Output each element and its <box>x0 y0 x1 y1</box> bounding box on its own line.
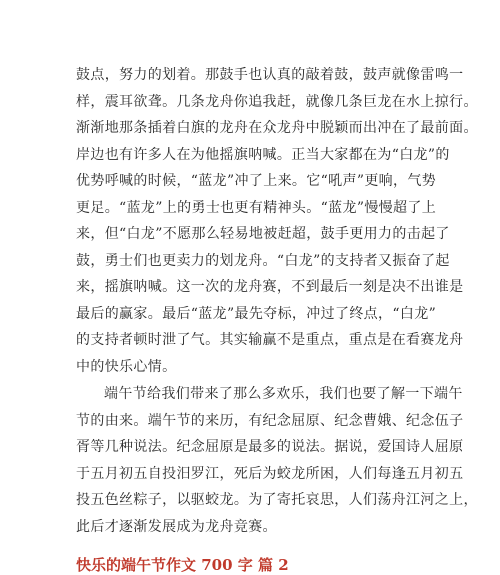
body-paragraph-boat-race <box>76 62 478 380</box>
body-paragraph-festival-origin <box>76 381 478 540</box>
paragraph-line: 胥等几种说法。纪念屈原是最多的说法。据说，爱国诗人屈原 <box>76 439 464 455</box>
paragraph-line: 鼓点，努力的划着。那鼓手也认真的敲着鼓，鼓声就像雷鸣一 <box>76 67 464 83</box>
paragraph-line: 来，摇旗呐喊。这一次的龙舟赛，不到最后一刻是决不出谁是 <box>76 279 464 295</box>
paragraph-line: 样，震耳欲聋。几条龙舟你追我赶，就像几条巨龙在水上掠行。 <box>76 93 478 110</box>
paragraph-line: 渐渐地那条插着白旗的龙舟在众龙舟中脱颖而出冲在了最前面。 <box>76 120 478 136</box>
paragraph-line: 此后才逐渐发展成为龙舟竞赛。 <box>76 518 277 535</box>
paragraph-line: 的支持者顿时泄了气。其实输赢不是重点，重点是在看赛龙舟 <box>76 332 464 348</box>
paragraph-line: 优势呼喊的时候，“蓝龙”冲了上来。它“吼声”更响，气势 <box>76 173 437 189</box>
paragraph-line: 中的快乐心情。 <box>76 358 177 375</box>
paragraph-line: 端午节给我们带来了那么多欢乐，我们也要了解一下端午 <box>104 386 463 402</box>
paragraph-line: 投五色丝粽子，以驱蛟龙。为了寄托哀思，人们荡舟江河之上， <box>76 492 478 508</box>
paragraph-line: 于五月初五自投汨罗江，死后为蛟龙所困，人们每逢五月初五 <box>76 465 464 482</box>
paragraph-line: 来，但“白龙”不愿那么轻易地被赶超，鼓手更用力的击起了 <box>76 226 450 242</box>
paragraph-line: 岸边也有许多人在为他摇旗呐喊。正当大家都在为“白龙”的 <box>76 146 450 163</box>
paragraph-line: 节的由来。端午节的来历，有纪念屈原、纪念曹娥、纪念伍子 <box>76 412 464 429</box>
paragraph-line: 更足。“蓝龙”上的勇士也更有精神头。“蓝龙”慢慢超了上 <box>76 199 437 216</box>
section-heading: 快乐的端午节作文 700 字 篇 2 <box>76 556 289 574</box>
paragraph-line: 最后的赢家。最后“蓝龙”最先夺标，冲过了终点，“白龙” <box>76 305 437 322</box>
paragraph-line: 鼓，勇士们也更卖力的划龙舟。“白龙”的支持者又振奋了起 <box>76 252 450 269</box>
